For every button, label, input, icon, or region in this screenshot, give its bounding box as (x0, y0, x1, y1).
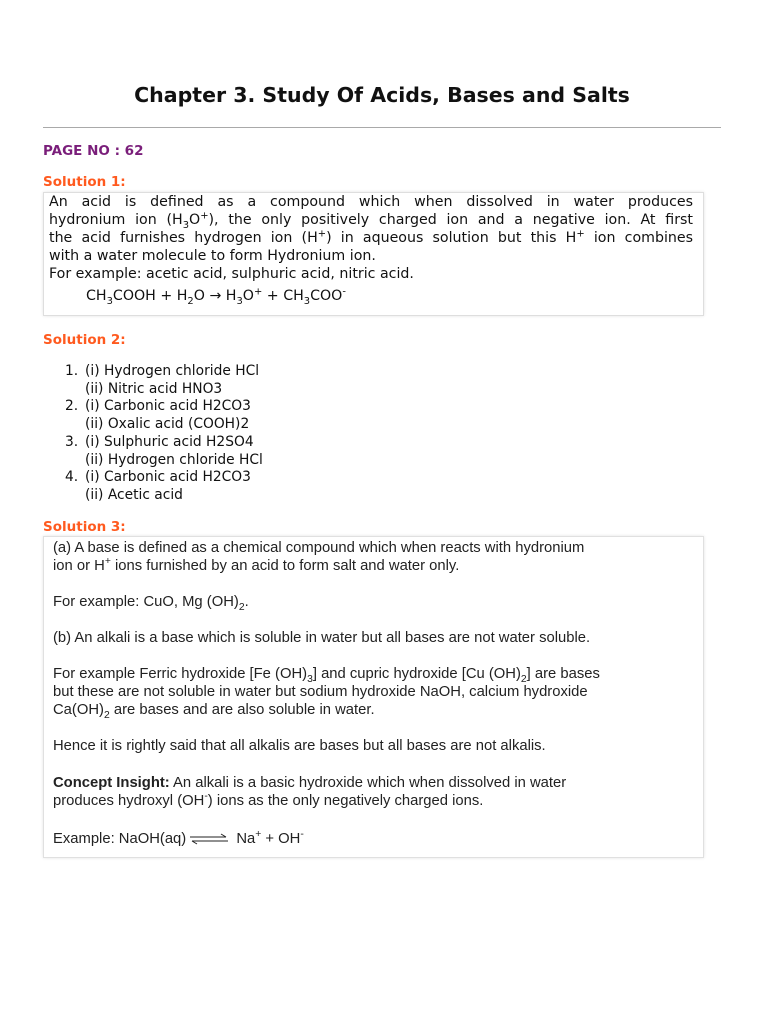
list-item-number (65, 487, 85, 505)
subscript: 3 (303, 295, 311, 307)
solution-3-example-2 (53, 830, 304, 848)
list-item-text: (ii) Acetic acid (85, 486, 183, 503)
text-segment: Na (232, 831, 256, 847)
list-item (65, 469, 263, 487)
text-segment: For example: CuO, Mg (OH) (53, 594, 239, 610)
superscript: + (317, 228, 327, 240)
solution-1-box (43, 192, 704, 316)
text-segment: An alkali is a basic hydroxide which when dissolved in water (169, 775, 567, 791)
solution-1-heading: Solution 1: (43, 174, 126, 190)
text-segment: O (189, 212, 201, 229)
text-segment: ) in aqueous solution but this H (326, 230, 577, 247)
text-segment: ] and cupric hydroxide [Cu (OH) (312, 666, 521, 682)
page-title: Chapter 3. Study Of Acids, Bases and Salts (134, 83, 630, 107)
superscript: + (200, 210, 209, 222)
list-item (65, 434, 263, 452)
solution-3-example-1 (53, 593, 249, 611)
solution-3-concept-insight-2 (53, 792, 483, 810)
text-segment: + CH (262, 288, 304, 304)
title-divider (43, 127, 721, 128)
text-segment: ions furnished by an acid to form salt and water only. (110, 558, 460, 574)
list-item (65, 416, 263, 434)
solution-3-heading: Solution 3: (43, 519, 126, 535)
solution-1-text (49, 193, 693, 283)
solution-3-line-a1: (a) A base is defined as a chemical compound which when reacts with hydronium (53, 540, 585, 556)
text-segment: Example: NaOH(aq) (53, 831, 187, 847)
text-segment: CH (86, 288, 107, 304)
text-segment: COO (310, 288, 343, 304)
list-item-number (65, 452, 85, 470)
solution-2-heading: Solution 2: (43, 332, 126, 348)
text-segment: . (244, 594, 249, 610)
subscript: 3 (307, 673, 313, 685)
solution-3-line-d: Hence it is rightly said that all alkalis are bases but all bases are not alkalis. (53, 738, 546, 754)
list-item-text: (i) Carbonic acid H2CO3 (85, 469, 251, 486)
subscript: 3 (106, 295, 113, 307)
list-item-number (65, 381, 85, 399)
superscript: + (253, 286, 263, 298)
solution-1-line-3 (49, 229, 693, 247)
solution-3-concept-insight-1 (53, 774, 566, 792)
page-number: PAGE NO : 62 (43, 143, 144, 159)
text-segment: For example Ferric hydroxide [Fe (OH) (53, 666, 308, 682)
subscript: 2 (187, 295, 194, 307)
list-item (65, 381, 263, 399)
text-segment: the acid furnishes hydrogen ion (H (49, 230, 318, 247)
text-segment: O (242, 288, 254, 304)
list-item-text: (ii) Oxalic acid (COOH)2 (85, 416, 250, 433)
text-segment: O → H (193, 288, 237, 304)
list-item-text: (i) Carbonic acid H2CO3 (85, 398, 251, 415)
superscript: - (342, 286, 346, 298)
list-item-text: (ii) Hydrogen chloride HCl (85, 451, 263, 468)
list-item (65, 363, 263, 381)
subscript: 2 (520, 673, 527, 685)
text-segment: ion or H (53, 558, 105, 574)
solution-1-line-2 (49, 211, 693, 229)
text-segment: ] are bases (526, 666, 600, 682)
solution-3-line-b: (b) An alkali is a base which is soluble in water but all bases are not water soluble. (53, 630, 591, 646)
text-segment: ), the only positively charged ion and a negative ion. At first (208, 212, 693, 229)
superscript: - (300, 829, 304, 841)
text-segment: + OH (261, 831, 301, 847)
list-item-number: 4. (65, 469, 79, 486)
solution-1-line-1: An acid is defined as a compound which when dissolved in water produces (49, 194, 693, 210)
text-segment: Ca(OH) (53, 702, 104, 718)
list-item (65, 398, 263, 416)
list-item-number: 1. (65, 363, 79, 379)
text-segment: ) ions as the only negatively charged ions. (207, 793, 484, 809)
subscript: 2 (238, 601, 245, 613)
solution-3-line-c3 (53, 701, 375, 719)
solution-3-box (43, 536, 704, 858)
subscript: 3 (182, 219, 190, 231)
list-item-number: 3. (65, 433, 79, 450)
solution-1-equation (86, 286, 346, 307)
text-segment: hydronium ion (H (49, 212, 183, 229)
list-item (65, 487, 263, 505)
list-item-text: (i) Hydrogen chloride HCl (85, 363, 260, 379)
list-item-text: (i) Sulphuric acid H2SO4 (85, 433, 254, 450)
list-item-number: 2. (65, 398, 79, 415)
solution-1-line-4: with a water molecule to form Hydronium ion. (49, 248, 376, 265)
list-item-number (65, 416, 85, 434)
superscript: - (204, 791, 208, 803)
solution-1-line-5: For example: acetic acid, sulphuric acid, nitric acid. (49, 266, 414, 283)
superscript: + (104, 556, 111, 568)
solution-3-line-c1 (53, 665, 600, 683)
solution-2-list (65, 363, 263, 505)
solution-3-line-c2: but these are not soluble in water but sodium hydroxide NaOH, calcium hydroxide (53, 684, 588, 700)
text-segment: ion combines (584, 230, 694, 247)
text-segment: are bases and are also soluble in water. (109, 702, 375, 718)
subscript: 2 (103, 709, 110, 721)
text-segment: produces hydroxyl (OH (53, 793, 205, 809)
superscript: + (255, 829, 262, 841)
solution-3-line-a2 (53, 557, 459, 575)
subscript: 3 (236, 295, 243, 307)
superscript: + (576, 228, 585, 240)
text-segment: COOH + H (112, 288, 188, 304)
list-item (65, 452, 263, 470)
equilibrium-arrow-icon (188, 833, 230, 845)
list-item-text: (ii) Nitric acid HNO3 (85, 380, 223, 397)
concept-insight-label: Concept Insight: (53, 775, 170, 791)
